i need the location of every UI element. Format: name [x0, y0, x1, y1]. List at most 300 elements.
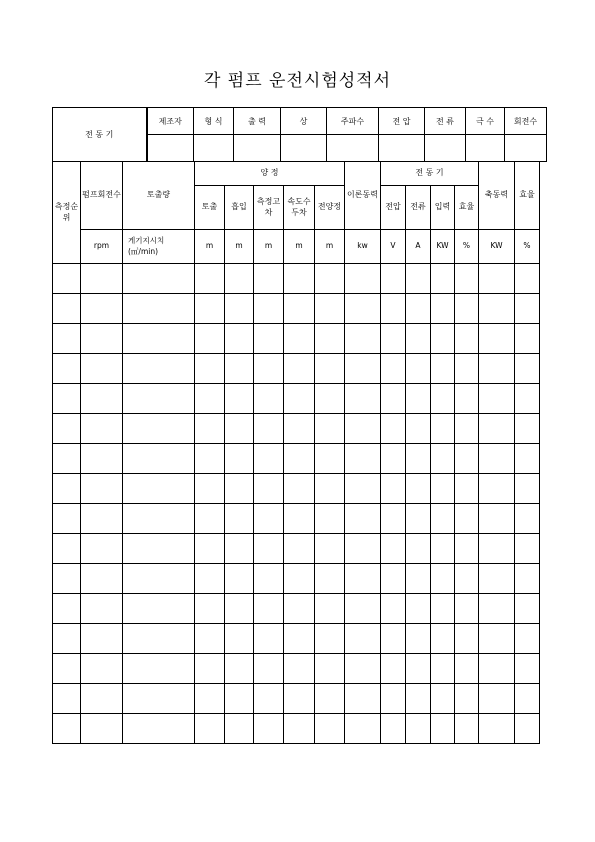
table-row [53, 474, 540, 504]
data-cell[interactable] [381, 324, 406, 354]
unit-motor-current: A [406, 230, 431, 264]
data-cell[interactable] [455, 654, 479, 684]
data-cell[interactable] [254, 504, 284, 534]
data-cell[interactable] [123, 564, 195, 594]
data-cell[interactable] [81, 594, 123, 624]
data-cell[interactable] [406, 624, 431, 654]
data-cell[interactable] [431, 474, 455, 504]
data-cell[interactable] [345, 654, 381, 684]
unit-pressure-height: m [254, 230, 284, 264]
value-cell[interactable] [234, 135, 281, 162]
data-cell[interactable] [81, 684, 123, 714]
data-cell[interactable] [225, 654, 254, 684]
data-cell[interactable] [225, 684, 254, 714]
header-output: 출 력 [234, 108, 281, 135]
data-cell[interactable] [123, 414, 195, 444]
data-cell[interactable] [254, 294, 284, 324]
data-cell[interactable] [195, 474, 225, 504]
data-cell[interactable] [515, 654, 540, 684]
header-frequency: 주파수 [327, 108, 379, 135]
unit-motor-input: KW [431, 230, 455, 264]
data-cell[interactable] [479, 714, 515, 744]
data-cell[interactable] [254, 444, 284, 474]
table-row [53, 534, 540, 564]
data-cell[interactable] [254, 714, 284, 744]
data-cell[interactable] [284, 654, 315, 684]
data-cell[interactable] [381, 294, 406, 324]
data-cell[interactable] [315, 624, 345, 654]
data-cell[interactable] [455, 264, 479, 294]
data-cell[interactable] [515, 324, 540, 354]
value-cell[interactable] [327, 135, 379, 162]
table-row [53, 564, 540, 594]
data-cell[interactable] [195, 354, 225, 384]
data-cell[interactable] [381, 564, 406, 594]
data-cell[interactable] [345, 414, 381, 444]
data-cell[interactable] [123, 504, 195, 534]
data-cell[interactable] [381, 474, 406, 504]
data-cell[interactable] [53, 414, 81, 444]
data-cell[interactable] [123, 324, 195, 354]
data-cell[interactable] [515, 474, 540, 504]
data-cell[interactable] [515, 444, 540, 474]
header-voltage: 전 압 [379, 108, 425, 135]
data-cell[interactable] [195, 444, 225, 474]
data-cell[interactable] [479, 624, 515, 654]
value-cell[interactable] [194, 135, 234, 162]
data-cell[interactable] [81, 654, 123, 684]
data-cell[interactable] [479, 444, 515, 474]
table-row [53, 354, 540, 384]
data-rows [53, 264, 540, 744]
data-cell[interactable] [515, 714, 540, 744]
data-cell[interactable] [345, 324, 381, 354]
test-results-table [52, 161, 540, 744]
data-cell[interactable] [455, 534, 479, 564]
data-cell[interactable] [254, 414, 284, 444]
data-cell[interactable] [123, 474, 195, 504]
data-cell[interactable] [431, 354, 455, 384]
data-cell[interactable] [53, 594, 81, 624]
data-cell[interactable] [381, 594, 406, 624]
data-cell[interactable] [515, 414, 540, 444]
data-cell[interactable] [315, 654, 345, 684]
data-cell[interactable] [406, 564, 431, 594]
data-cell[interactable] [225, 504, 254, 534]
data-cell[interactable] [123, 534, 195, 564]
data-cell[interactable] [455, 294, 479, 324]
data-cell[interactable] [479, 654, 515, 684]
data-cell[interactable] [195, 384, 225, 414]
header-pressure-discharge: 토출 [195, 186, 225, 230]
data-cell[interactable] [315, 714, 345, 744]
data-cell[interactable] [195, 414, 225, 444]
header-measure-no: 측정순위 [53, 162, 81, 264]
table-row [53, 504, 540, 534]
data-cell[interactable] [225, 564, 254, 594]
data-cell[interactable] [381, 654, 406, 684]
data-cell[interactable] [431, 654, 455, 684]
unit-pressure-suction: m [225, 230, 254, 264]
data-cell[interactable] [195, 324, 225, 354]
data-cell[interactable] [123, 714, 195, 744]
data-cell[interactable] [195, 594, 225, 624]
data-cell[interactable] [345, 714, 381, 744]
data-cell[interactable] [225, 474, 254, 504]
data-cell[interactable] [284, 414, 315, 444]
data-cell[interactable] [515, 684, 540, 714]
data-cell[interactable] [406, 594, 431, 624]
data-cell[interactable] [345, 534, 381, 564]
data-cell[interactable] [195, 714, 225, 744]
data-cell[interactable] [53, 684, 81, 714]
data-cell[interactable] [123, 384, 195, 414]
header-poles: 극 수 [466, 108, 505, 135]
data-cell[interactable] [53, 534, 81, 564]
unit-shaft-power: KW [479, 230, 515, 264]
data-cell[interactable] [479, 474, 515, 504]
data-cell[interactable] [225, 324, 254, 354]
data-cell[interactable] [195, 624, 225, 654]
unit-pressure-total: m [315, 230, 345, 264]
data-cell[interactable] [284, 564, 315, 594]
data-cell[interactable] [254, 684, 284, 714]
data-cell[interactable] [345, 504, 381, 534]
data-cell[interactable] [345, 624, 381, 654]
data-cell[interactable] [381, 534, 406, 564]
data-cell[interactable] [254, 324, 284, 354]
data-cell[interactable] [284, 624, 315, 654]
data-cell[interactable] [225, 714, 254, 744]
table-row [53, 324, 540, 354]
document-title: 각 펌프 운전시험성적서 [203, 71, 392, 91]
data-cell[interactable] [406, 654, 431, 684]
data-cell[interactable] [53, 384, 81, 414]
data-cell[interactable] [123, 354, 195, 384]
data-cell[interactable] [479, 684, 515, 714]
data-cell[interactable] [123, 624, 195, 654]
data-cell[interactable] [515, 354, 540, 384]
data-cell[interactable] [431, 534, 455, 564]
data-cell[interactable] [254, 534, 284, 564]
data-cell[interactable] [254, 624, 284, 654]
data-cell[interactable] [225, 534, 254, 564]
data-cell[interactable] [225, 264, 254, 294]
table-row [53, 444, 540, 474]
data-cell[interactable] [195, 654, 225, 684]
data-cell[interactable] [81, 504, 123, 534]
data-cell[interactable] [406, 384, 431, 414]
data-cell[interactable] [53, 654, 81, 684]
data-cell[interactable] [345, 474, 381, 504]
data-cell[interactable] [406, 294, 431, 324]
data-cell[interactable] [431, 684, 455, 714]
data-cell[interactable] [254, 384, 284, 414]
header-theoretical-power: 이론동력 [345, 162, 381, 230]
data-cell[interactable] [479, 414, 515, 444]
data-cell[interactable] [381, 684, 406, 714]
data-cell[interactable] [225, 414, 254, 444]
data-cell[interactable] [284, 264, 315, 294]
unit-theoretical-power: kw [345, 230, 381, 264]
unit-motor-efficiency: % [455, 230, 479, 264]
data-cell[interactable] [284, 384, 315, 414]
data-cell[interactable] [455, 354, 479, 384]
data-cell[interactable] [53, 354, 81, 384]
value-cell[interactable] [281, 135, 327, 162]
data-cell[interactable] [315, 474, 345, 504]
data-cell[interactable] [284, 504, 315, 534]
data-cell[interactable] [406, 504, 431, 534]
data-cell[interactable] [254, 654, 284, 684]
data-cell[interactable] [315, 444, 345, 474]
data-cell[interactable] [315, 684, 345, 714]
data-cell[interactable] [81, 414, 123, 444]
data-cell[interactable] [284, 444, 315, 474]
header-rotation: 회전수 [505, 108, 547, 135]
data-cell[interactable] [431, 504, 455, 534]
data-cell[interactable] [431, 294, 455, 324]
table-row [53, 264, 540, 294]
data-cell[interactable] [195, 504, 225, 534]
data-cell[interactable] [515, 594, 540, 624]
unit-pressure-velocity-head: m [284, 230, 315, 264]
data-cell[interactable] [345, 444, 381, 474]
data-cell[interactable] [455, 384, 479, 414]
data-cell[interactable] [81, 294, 123, 324]
data-cell[interactable] [431, 414, 455, 444]
data-cell[interactable] [455, 444, 479, 474]
data-cell[interactable] [284, 714, 315, 744]
data-cell[interactable] [53, 564, 81, 594]
data-cell[interactable] [345, 564, 381, 594]
data-cell[interactable] [53, 324, 81, 354]
data-cell[interactable] [254, 354, 284, 384]
value-cell[interactable] [505, 135, 547, 162]
data-cell[interactable] [81, 324, 123, 354]
data-cell[interactable] [431, 714, 455, 744]
data-cell[interactable] [406, 264, 431, 294]
data-cell[interactable] [284, 354, 315, 384]
data-cell[interactable] [254, 264, 284, 294]
data-cell[interactable] [315, 534, 345, 564]
data-cell[interactable] [455, 624, 479, 654]
table-row [53, 684, 540, 714]
table-row [53, 714, 540, 744]
data-cell[interactable] [515, 534, 540, 564]
data-cell[interactable] [53, 624, 81, 654]
header-pressure-velocity-head: 속도수두차 [284, 186, 315, 230]
data-cell[interactable] [406, 414, 431, 444]
data-cell[interactable] [345, 594, 381, 624]
data-cell[interactable] [53, 714, 81, 744]
data-cell[interactable] [81, 564, 123, 594]
header-pressure-group: 양 정 [195, 162, 345, 186]
table-row [53, 384, 540, 414]
data-cell[interactable] [195, 564, 225, 594]
data-cell[interactable] [406, 444, 431, 474]
value-cell[interactable] [379, 135, 425, 162]
data-cell[interactable] [345, 354, 381, 384]
data-cell[interactable] [284, 474, 315, 504]
data-cell[interactable] [455, 504, 479, 534]
data-cell[interactable] [406, 324, 431, 354]
motor-info-table [52, 107, 547, 162]
data-cell[interactable] [479, 324, 515, 354]
data-cell[interactable] [515, 624, 540, 654]
data-cell[interactable] [381, 444, 406, 474]
data-cell[interactable] [53, 294, 81, 324]
data-cell[interactable] [81, 474, 123, 504]
data-cell[interactable] [381, 414, 406, 444]
data-cell[interactable] [284, 534, 315, 564]
data-cell[interactable] [53, 474, 81, 504]
header-discharge: 토출량 [123, 162, 195, 230]
data-cell[interactable] [225, 594, 254, 624]
value-cell[interactable] [425, 135, 466, 162]
data-cell[interactable] [431, 594, 455, 624]
data-cell[interactable] [431, 384, 455, 414]
data-cell[interactable] [315, 594, 345, 624]
data-cell[interactable] [381, 624, 406, 654]
data-cell[interactable] [225, 444, 254, 474]
data-cell[interactable] [406, 354, 431, 384]
data-cell[interactable] [123, 444, 195, 474]
data-cell[interactable] [195, 294, 225, 324]
data-cell[interactable] [431, 564, 455, 594]
data-cell[interactable] [254, 474, 284, 504]
data-cell[interactable] [381, 264, 406, 294]
data-cell[interactable] [53, 264, 81, 294]
data-cell[interactable] [225, 384, 254, 414]
data-cell[interactable] [479, 294, 515, 324]
data-cell[interactable] [123, 594, 195, 624]
unit-rpm: rpm [81, 230, 123, 264]
data-cell[interactable] [254, 564, 284, 594]
data-cell[interactable] [315, 414, 345, 444]
table-row [53, 294, 540, 324]
header-pump-rpm: 펌프회전수 [81, 162, 123, 230]
value-cell[interactable] [466, 135, 505, 162]
data-cell[interactable] [479, 264, 515, 294]
data-cell[interactable] [315, 294, 345, 324]
data-cell[interactable] [53, 444, 81, 474]
data-cell[interactable] [315, 264, 345, 294]
data-cell[interactable] [381, 354, 406, 384]
data-cell[interactable] [81, 714, 123, 744]
data-cell[interactable] [345, 384, 381, 414]
data-cell[interactable] [431, 624, 455, 654]
data-cell[interactable] [479, 534, 515, 564]
data-cell[interactable] [195, 534, 225, 564]
data-cell[interactable] [123, 654, 195, 684]
unit-motor-voltage: V [381, 230, 406, 264]
data-cell[interactable] [81, 384, 123, 414]
data-cell[interactable] [431, 324, 455, 354]
data-cell[interactable] [345, 264, 381, 294]
unit-pressure-discharge: m [195, 230, 225, 264]
header-motor-group: 전 동 기 [381, 162, 479, 186]
header-manufacturer: 제조자 [147, 108, 194, 135]
data-cell[interactable] [455, 324, 479, 354]
unit-discharge: 게기지시치(㎥/min) [123, 230, 195, 264]
data-cell[interactable] [455, 714, 479, 744]
data-cell[interactable] [225, 354, 254, 384]
data-cell[interactable] [515, 384, 540, 414]
data-cell[interactable] [315, 324, 345, 354]
data-cell[interactable] [81, 354, 123, 384]
data-cell[interactable] [479, 504, 515, 534]
data-cell[interactable] [81, 264, 123, 294]
data-cell[interactable] [315, 384, 345, 414]
data-cell[interactable] [431, 264, 455, 294]
data-cell[interactable] [455, 474, 479, 504]
data-cell[interactable] [284, 684, 315, 714]
data-cell[interactable] [81, 534, 123, 564]
data-cell[interactable] [515, 504, 540, 534]
data-cell[interactable] [455, 594, 479, 624]
data-cell[interactable] [479, 354, 515, 384]
data-cell[interactable] [123, 264, 195, 294]
value-cell[interactable] [147, 135, 194, 162]
data-cell[interactable] [81, 624, 123, 654]
data-cell[interactable] [225, 624, 254, 654]
data-cell[interactable] [53, 504, 81, 534]
header-type: 형 식 [194, 108, 234, 135]
data-cell[interactable] [195, 684, 225, 714]
data-cell[interactable] [315, 504, 345, 534]
data-cell[interactable] [406, 534, 431, 564]
header-current: 전 류 [425, 108, 466, 135]
data-cell[interactable] [515, 294, 540, 324]
data-cell[interactable] [123, 684, 195, 714]
data-cell[interactable] [431, 444, 455, 474]
data-cell[interactable] [515, 564, 540, 594]
data-cell[interactable] [406, 714, 431, 744]
header-shaft-power: 축동력 [479, 162, 515, 230]
data-cell[interactable] [284, 594, 315, 624]
data-cell[interactable] [315, 564, 345, 594]
header-phase: 상 [281, 108, 327, 135]
data-cell[interactable] [81, 444, 123, 474]
data-cell[interactable] [381, 714, 406, 744]
data-cell[interactable] [381, 504, 406, 534]
data-cell[interactable] [406, 474, 431, 504]
data-cell[interactable] [284, 324, 315, 354]
data-cell[interactable] [381, 384, 406, 414]
data-cell[interactable] [479, 384, 515, 414]
data-cell[interactable] [406, 684, 431, 714]
data-cell[interactable] [455, 684, 479, 714]
motor-info-label: 전 동 기 [53, 108, 147, 162]
data-cell[interactable] [479, 564, 515, 594]
header-motor-input: 입력 [431, 186, 455, 230]
data-cell[interactable] [254, 594, 284, 624]
data-cell[interactable] [284, 294, 315, 324]
data-cell[interactable] [515, 264, 540, 294]
data-cell[interactable] [455, 564, 479, 594]
data-cell[interactable] [315, 354, 345, 384]
data-cell[interactable] [345, 294, 381, 324]
data-cell[interactable] [455, 414, 479, 444]
data-cell[interactable] [195, 264, 225, 294]
header-motor-voltage: 전압 [381, 186, 406, 230]
data-cell[interactable] [123, 294, 195, 324]
data-cell[interactable] [345, 684, 381, 714]
data-cell[interactable] [479, 594, 515, 624]
data-cell[interactable] [225, 294, 254, 324]
table-row [53, 624, 540, 654]
